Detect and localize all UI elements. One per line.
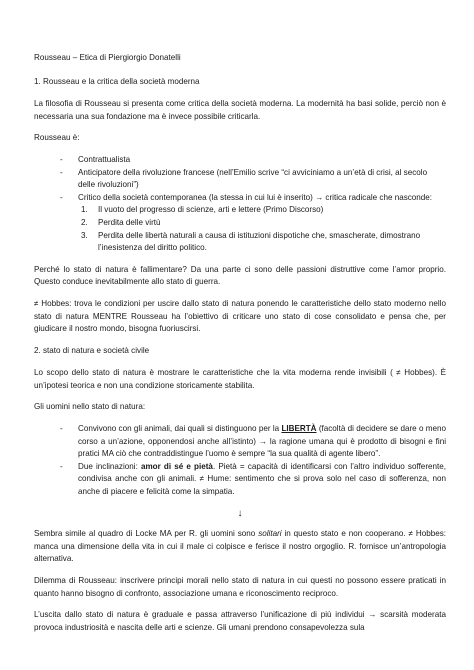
down-arrow-icon: ↓: [237, 507, 243, 519]
section-2-heading: 2. stato di natura e società civile: [34, 345, 150, 355]
hobbes-paragraph: ≠ Hobbes: trova le condizioni per uscire dallo stato di natura ponendo le caratteristiche dello stato moderno nello stato di natura MENTRE Rousseau ha l’obiettivo di criticare uno stato di cose consolidato e pensa che, per giudicare il nostro mondo, bisogna fuoriuscirsi.: [34, 298, 446, 334]
intro-paragraph: La filosofia di Rousseau si presenta come critica della società moderna. La modernità ha basi solide, perciò non è necessaria una sua fondazione ma è invece possibile criticarla.: [34, 99, 446, 121]
item-text: Perdita delle libertà naturali a causa di istituzioni dispotiche che, smascherate, dimostrano l’inesistenza del diritto politico.: [98, 230, 421, 253]
question-paragraph: Perché lo stato di natura è fallimentare? Da una parte ci sono delle passioni distruttive come l’amor proprio. Questo conduce inevitabilmente allo stato di guerra.: [34, 264, 446, 287]
inclinazioni-term: amor di sé e pietà: [140, 461, 213, 471]
locke-paragraph: [34, 528, 446, 566]
text-run: (facoltà di decidere se dare o meno corso a un’azione, opponendosi anche all’istinto) → la ragione umana qui è prodotto di bisogni e fini pratici MA ciò che contraddistingue l’uomo è sempre “la sua qualità di agente libero”.: [78, 424, 447, 459]
text-run: . Pietà = capacità di identificarsi con l’altro individuo sofferente, condivisa anche con gli animali. ≠ Hume: sentimento che si prova solo nel caso di sofferenza, non anche di piacere e felicità come la simpatia.: [78, 461, 447, 497]
solitari-term: solitari: [258, 529, 282, 539]
document-title: Rousseau – Etica di Piergiorgio Donatelli: [34, 53, 181, 62]
trait-text: Contrattualista: [78, 154, 131, 164]
trait-text: Anticipatore della rivoluzione francese (nell’Emilio scrive “ci avviciniamo a un’età di crisi, al secolo delle rivoluzioni”): [78, 167, 428, 190]
trait-text: Critico della società contemporanea (la stessa in cui lui è inserito) → critica radicale che nasconde:: [78, 192, 433, 202]
text-run: in questo stato e non cooperano. ≠ Hobbes: manca una dimensione della vita in cui il male ci colpisce e ferisce il nostro orgoglio. R. fornisce un’antropologia alternativa.: [34, 529, 447, 564]
trait-item: [34, 167, 446, 192]
text-run: Sembra simile al quadro di Locke MA per R. gli uomini sono: [34, 529, 259, 539]
trait-item: [34, 192, 446, 255]
trait-item: [34, 154, 446, 167]
item-text: Il vuoto del progresso di scienze, arti e lettere (Primo Discorso): [98, 205, 324, 215]
item-text: Perdita delle virtù: [98, 217, 161, 227]
item-number: 1.: [81, 205, 88, 215]
text-run: Convivono con gli animali, dai quali si distinguono per la: [78, 424, 282, 434]
item-number: 2.: [81, 217, 88, 227]
liberta-term: LIBERTÀ: [281, 424, 317, 434]
hidden-items-list: [78, 204, 446, 254]
traits-list: [34, 154, 446, 255]
scope-paragraph: Lo scopo dello stato di natura è mostrare le caratteristiche che la vita moderna rende invisibili ( ≠ Hobbes). È un’ipotesi teorica e non una condizione storicamente stabilita.: [34, 368, 446, 390]
text-run: Due inclinazioni:: [78, 461, 141, 471]
item-number: 3.: [81, 230, 88, 240]
section-1-heading: 1. Rousseau e la critica della società moderna: [34, 76, 200, 86]
dilemma-paragraph: Dilemma di Rousseau: inscrivere principi morali nello stato di natura in cui questi no possono essere praticati in quanto hanno bisogno di confronto, associazione umana e riconoscimento reciproco.: [34, 576, 446, 598]
rousseau-e-label: Rousseau è:: [34, 133, 80, 143]
natura-list: [34, 423, 446, 499]
exit-paragraph: L’uscita dallo stato di natura è graduale e passa attraverso l’unificazione di più individui → scarsità moderata provoca industriosità e nascita delle arti e scienze. Gli umani prendono consapevolezza sula: [34, 610, 446, 632]
uomini-label: Gli uomini nello stato di natura:: [34, 402, 146, 412]
hidden-item: [78, 204, 446, 217]
hidden-item: [78, 230, 446, 255]
natura-item-inclinazioni: [34, 461, 446, 499]
natura-item-liberta: [34, 423, 446, 461]
hidden-item: [78, 217, 446, 230]
